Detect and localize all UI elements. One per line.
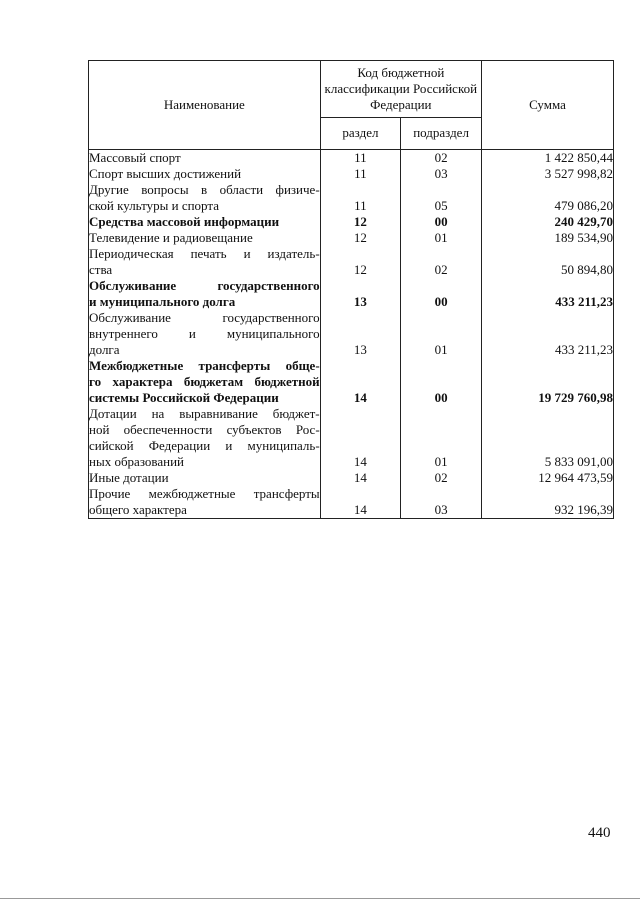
row-name-line: общего характера	[89, 502, 187, 517]
row-name	[89, 230, 321, 246]
row-subsection: 05	[401, 182, 482, 214]
row-section: 12	[320, 230, 401, 246]
row-name-line: Средства массовой информации	[89, 214, 280, 229]
table-row	[89, 246, 614, 278]
row-subsection: 03	[401, 486, 482, 519]
row-sum: 240 429,70	[481, 214, 613, 230]
row-name-line: долга	[89, 342, 120, 357]
row-name-line: ства	[89, 262, 113, 277]
header-section: раздел	[320, 117, 401, 149]
row-name-line: го характера бюджетам бюджетной	[89, 374, 320, 389]
row-section: 14	[320, 470, 401, 486]
row-name	[89, 310, 321, 358]
row-subsection: 00	[401, 214, 482, 230]
row-sum: 19 729 760,98	[481, 358, 613, 406]
row-section: 14	[320, 358, 401, 406]
row-name	[89, 278, 321, 310]
row-name-line: Иные дотации	[89, 470, 169, 485]
row-name-line: Массовый спорт	[89, 150, 181, 165]
row-section: 14	[320, 406, 401, 470]
row-name	[89, 470, 321, 486]
header-code: Код бюджетной классификации Российской Федерации	[320, 61, 481, 118]
page-bottom-border	[0, 898, 640, 899]
row-sum: 932 196,39	[481, 486, 613, 519]
row-name-line: ской культуры и спорта	[89, 198, 219, 213]
row-section: 11	[320, 182, 401, 214]
row-subsection: 01	[401, 406, 482, 470]
page-number: 440	[588, 825, 611, 841]
row-name	[89, 406, 321, 470]
table-row	[89, 470, 614, 486]
budget-table	[88, 60, 614, 519]
row-subsection: 00	[401, 278, 482, 310]
row-name-line: Дотации на выравнивание бюджет-	[89, 406, 320, 421]
row-sum: 189 534,90	[481, 230, 613, 246]
row-sum: 433 211,23	[481, 278, 613, 310]
table-row	[89, 406, 614, 470]
row-sum: 5 833 091,00	[481, 406, 613, 470]
row-name	[89, 166, 321, 182]
row-section: 13	[320, 278, 401, 310]
row-sum: 12 964 473,59	[481, 470, 613, 486]
row-sum: 3 527 998,82	[481, 166, 613, 182]
row-sum: 433 211,23	[481, 310, 613, 358]
row-subsection: 03	[401, 166, 482, 182]
table-row	[89, 358, 614, 406]
table-row	[89, 150, 614, 167]
header-name: Наименование	[89, 61, 321, 150]
row-name-line: и муниципального долга	[89, 294, 236, 309]
table-body	[89, 150, 614, 519]
table-row	[89, 230, 614, 246]
table-row	[89, 310, 614, 358]
row-name-line: Обслуживание государственного	[89, 310, 320, 325]
row-name-line: Обслуживание государственного	[89, 278, 320, 293]
header-sum: Сумма	[481, 61, 613, 150]
row-section: 13	[320, 310, 401, 358]
row-name-line: сийской Федерации и муниципаль-	[89, 438, 320, 453]
row-subsection: 01	[401, 230, 482, 246]
row-subsection: 02	[401, 246, 482, 278]
row-name-line: ной обеспеченности субъектов Рос-	[89, 422, 320, 437]
row-name-line: Прочие межбюджетные трансферты	[89, 486, 320, 501]
row-name	[89, 486, 321, 519]
row-sum: 1 422 850,44	[481, 150, 613, 167]
table-row	[89, 278, 614, 310]
row-subsection: 00	[401, 358, 482, 406]
table-row	[89, 166, 614, 182]
row-section: 12	[320, 246, 401, 278]
row-section: 12	[320, 214, 401, 230]
row-name	[89, 182, 321, 214]
table-row	[89, 214, 614, 230]
row-name-line: Телевидение и радиовещание	[89, 230, 253, 245]
row-name-line: Спорт высших достижений	[89, 166, 242, 181]
row-name	[89, 150, 321, 167]
row-sum: 479 086,20	[481, 182, 613, 214]
row-section: 14	[320, 486, 401, 519]
row-name-line: ных образований	[89, 454, 184, 469]
row-name-line: Межбюджетные трансферты обще-	[89, 358, 320, 373]
row-name-line: Периодическая печать и издатель-	[89, 246, 320, 261]
row-section: 11	[320, 150, 401, 167]
row-name-line: системы Российской Федерации	[89, 390, 279, 405]
table-row	[89, 182, 614, 214]
row-subsection: 01	[401, 310, 482, 358]
row-name	[89, 214, 321, 230]
row-sum: 50 894,80	[481, 246, 613, 278]
row-section: 11	[320, 166, 401, 182]
row-name	[89, 246, 321, 278]
row-name-line: Другие вопросы в области физиче-	[89, 182, 320, 197]
row-name-line: внутреннего и муниципального	[89, 326, 320, 341]
row-subsection: 02	[401, 470, 482, 486]
row-subsection: 02	[401, 150, 482, 167]
row-name	[89, 358, 321, 406]
header-subsection: подраздел	[401, 117, 482, 149]
table-row	[89, 486, 614, 519]
